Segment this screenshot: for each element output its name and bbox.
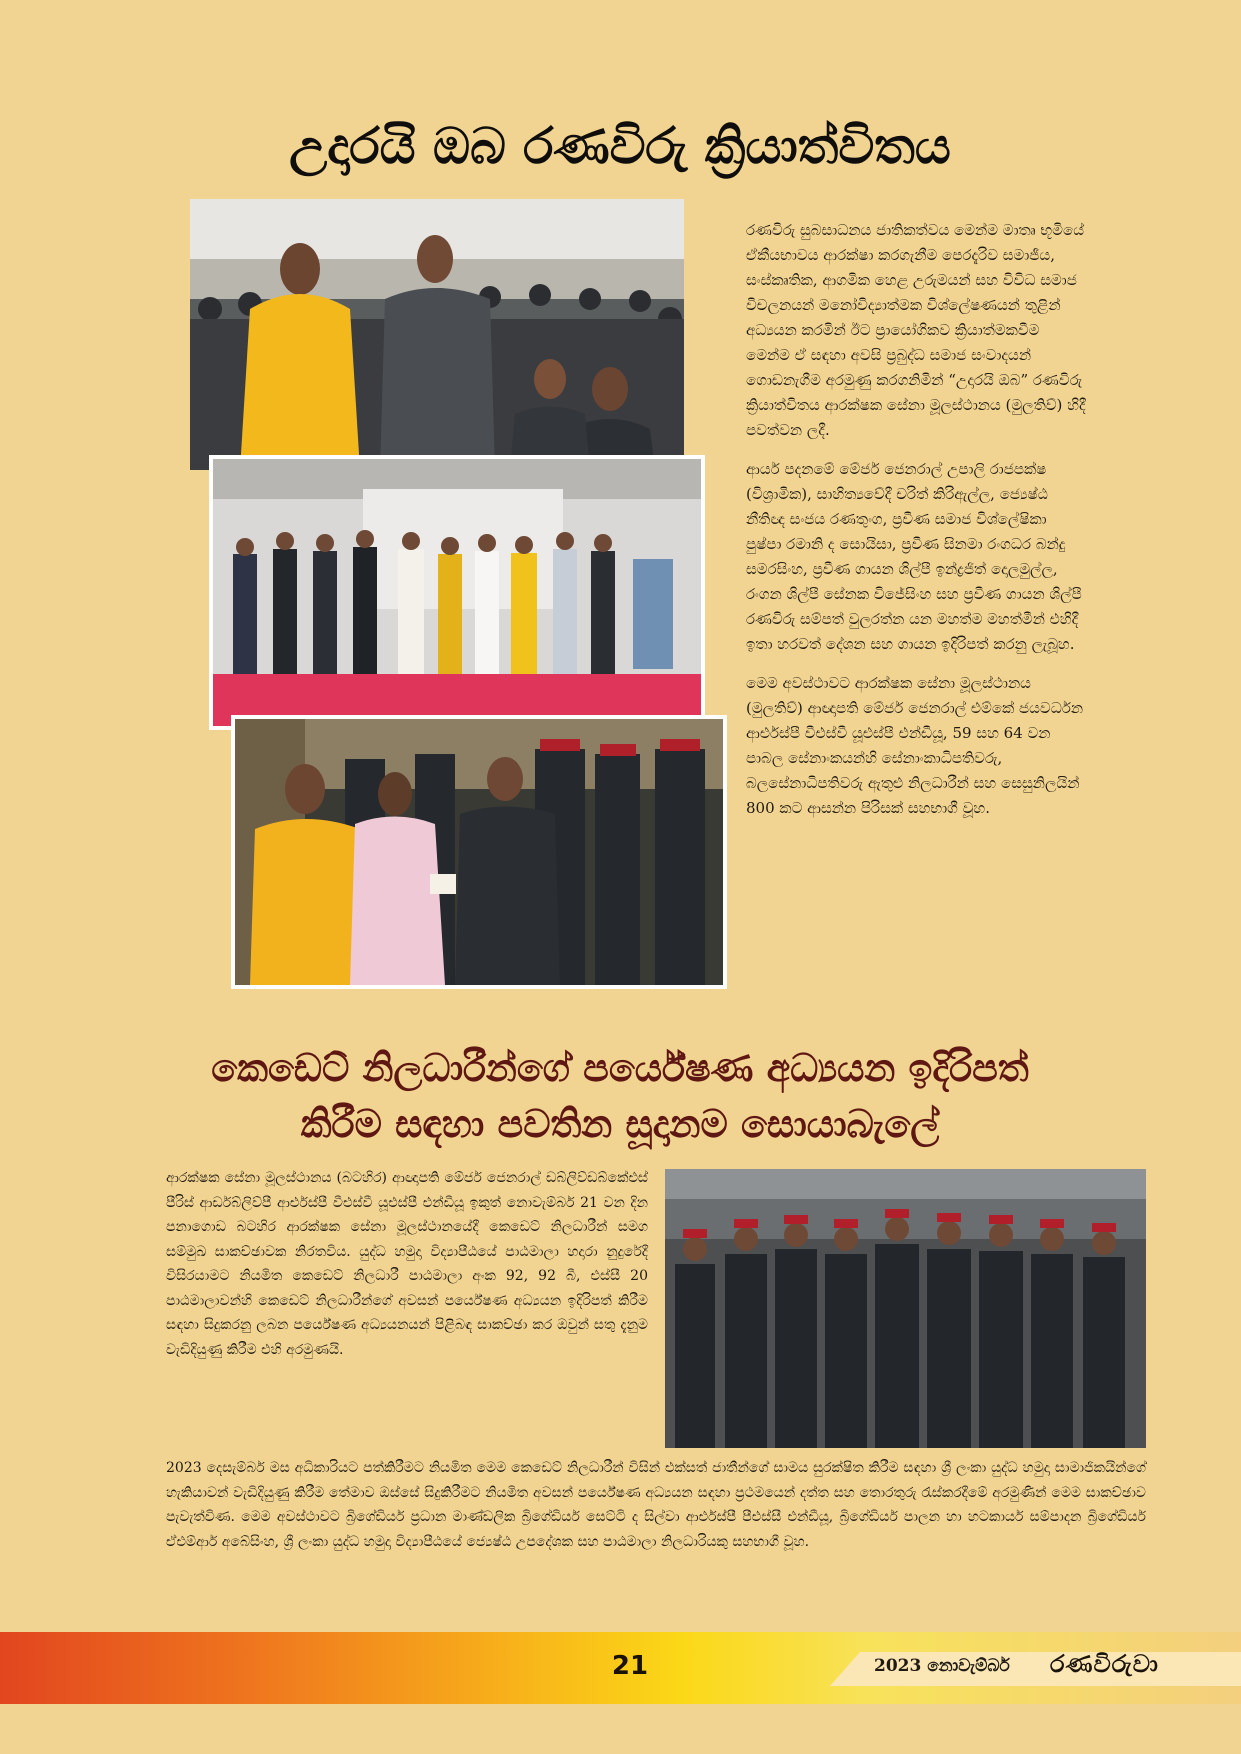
title-line-2: කිරීම සඳහා පවතින සූදානම සොයාබැලේ bbox=[300, 1102, 940, 1146]
article-title-udarayi: උදාරයි ඔබ රණවිරු ක්‍රියාත්විතය bbox=[289, 117, 951, 175]
article1-paragraph: රණවිරු සුබසාධනය ජාතිකත්වය මෙන්ම මාතෘ භූමියේ ඒකීයභාවය ආරක්ෂා කරගැනීම පෙරදැරිව සමාජීය, සංස්කෘතික, ආගමික හෙළ උරුමයන් සහ විවිධ සමාජ විචලනයන් මනෝවිද්‍යාත්මක විශ්ලේෂණයන් තුළින් අධ්‍යයන කරමින් ඊට ප්‍රායෝගිකව ක්‍රියාත්මකවීම මෙන්ම ඒ සඳහා අවසි ප්‍රබුද්ධ සමාජ සංවාදයන් ගොඩනැගීම අරමුණු කරගනිමින් “උදාරයි ඔබ” රණවිරු ක්‍රියාත්විතය ආරක්ෂක සේනා මූලස්ථානය (මුලතිව්) හිදී පවත්වන ලදී. bbox=[746, 221, 1086, 439]
article-title-cadet-officers bbox=[120, 1040, 1120, 1152]
article1-paragraph: ආර්ය පදනමේ මේජර් ජෙනරාල් උපාලි රාජපක්ෂ (විශ්‍රාමික), සාහිත්‍යවේදී චරිත් කිරිඇල්ල, ජ්‍යෙෂ්ඨ නීතිඥ සංජය රණතුංග, ප්‍රවීණ සමාජ විශ්ලේෂිකා පුෂ්පා රමානි ද සොයිසා, ප්‍රවීණ සිනමා රංගධර බන්දු සමරසිංහ, ප්‍රවීණ ගායන ශිල්පී ඉන්ද්‍රජිත් දොලමුල්ල, රංගන ශිල්පී සේනක විජේසිංහ සහ ප්‍රවීණ ගායන ශිල්පී රණවිරු සම්පත් වුලරත්න යන මහත්ම මහත්මීන් එහිදී ඉතා හරවත් දේශන සහ ගායන ඉදිරිපත් කරනු ලැබූහ. bbox=[746, 460, 1082, 653]
article1-paragraph: මෙම අවස්ථාවට ආරක්ෂක සේනා මූලස්ථානය (මුලතිව්) ආඥාපති මේජර් ජෙනරාල් එම්කේ ජයවර්ධන ආර්එස්පී වීඑස්වී යූඑස්පී එන්ඩීයූ, 59 සහ 64 වන පාබල සේනාංකයන්හි සේනාංකාධිපතිවරු, බලසේනාධිපතිවරු ඇතුළු නිලධාරීන් සහ සෙසුනිලයින් 800 කට ආසන්න පිරිසක් සහභාගී වූහ. bbox=[746, 674, 1084, 817]
magazine-name: රණවිරුවා bbox=[1050, 1650, 1159, 1678]
article1-body bbox=[746, 218, 1086, 835]
issue-date: 2023 නොවැම්බර් bbox=[874, 1656, 1010, 1676]
article2-paragraph-2: 2023 දෙසැම්බර් මස අධිකාරියට පත්කිරීමට නියමිත මෙම කෙඩෙට් නිලධාරීන් විසින් එක්සත් ජාතීන්ගේ සාමය සුරක්ෂිත කිරීම සඳහා ශ්‍රී ලංකා යුද්ධ හමුදා සාමාජිකයින්ගේ හැකියාවන් වැඩිදියුණු කිරීම තේමාව ඔස්සේ සිදුකිරීමට නියමිත අවසන් පර්යේෂණ අධ්‍යයන සඳහා ප්‍රථමයෙන් දත්ත සහ තොරතුරු රැස්කරදීමේ අරමුණින් මෙම සාකච්ඡාව පැවැත්විණ. මෙම අවස්ථාවට බ්‍රිගේඩියර් ප්‍රධාන මාණ්ඩලික බ්‍රිගේඩියර් සෙට්ටි ද සිල්වා ආර්එස්පී පීඑස්සී එන්ඩීයූ, බ්‍රිගේඩියර් පාලන හා හටකාර්ය සම්පාදන බ්‍රිගේඩියර් ඒඑම්ආර් අබේසිංහ, ශ්‍රී ලංකා යුද්ධ හමුදා විද්‍යාපීඨයේ ජ්‍යෙෂ්ඨ උපදේශක සහ පාඨමාලා නිලධාරියකු සහභාගී වූහ. bbox=[166, 1460, 1146, 1550]
photo-officers-group bbox=[665, 1169, 1146, 1448]
photo-book-presentation bbox=[231, 715, 727, 989]
article2-paragraph-1: ආරක්ෂක සේනා මූලස්ථානය (බටහිර) ආඥාපති මේජර් ජෙනරාල් ඩබ්ලිව්ඩබ්කේඑස් පීරිස් ආර්ඩබ්ලිව්පී ආර්එස්පී වීඑස්වී යූඑස්පී එන්ඩීයූ ඉකුත් නොවැම්බර් 21 වන දින පනාගොඩ බටහිර ආරක්ෂක සේනා මූලස්ථානයේදී කෙඩෙට් නිලධාරීන් සමග සම්මුඛ සාකච්ඡාවක නිරතවිය. යුද්ධ හමුදා විද්‍යාපීඨයේ පාඨමාලා හදාරා නුදුරේදී විසිරයාමට නියමිත කෙඩෙට් නිලධාරී පාඨමාලා අංක 92, 92 බී, එස්සී 20 පාඨමාලාවන්හි කෙඩෙට් නිලධාරීන්ගේ අවසන් පර්යේෂණ අධ්‍යයන ඉදිරිපත් කිරීම සඳහා සිදුකරනු ලබන පර්යේෂණ අධ්‍යයනයන් පිළිබඳ සාකච්ඡා කර ඔවුන් සතු දැනුම වැඩිදියුණු කිරීම එහි අරමුණයි. bbox=[166, 1170, 648, 1358]
title-line-1: කෙඩෙට් නිලධාරීන්ගේ පර්යේෂණ අධ්‍යයන ඉදිරිපත් bbox=[211, 1046, 1029, 1090]
photo-speaker-with-officer bbox=[190, 199, 684, 470]
page-number: 21 bbox=[611, 1651, 649, 1681]
photo-stage-performers bbox=[209, 455, 705, 730]
